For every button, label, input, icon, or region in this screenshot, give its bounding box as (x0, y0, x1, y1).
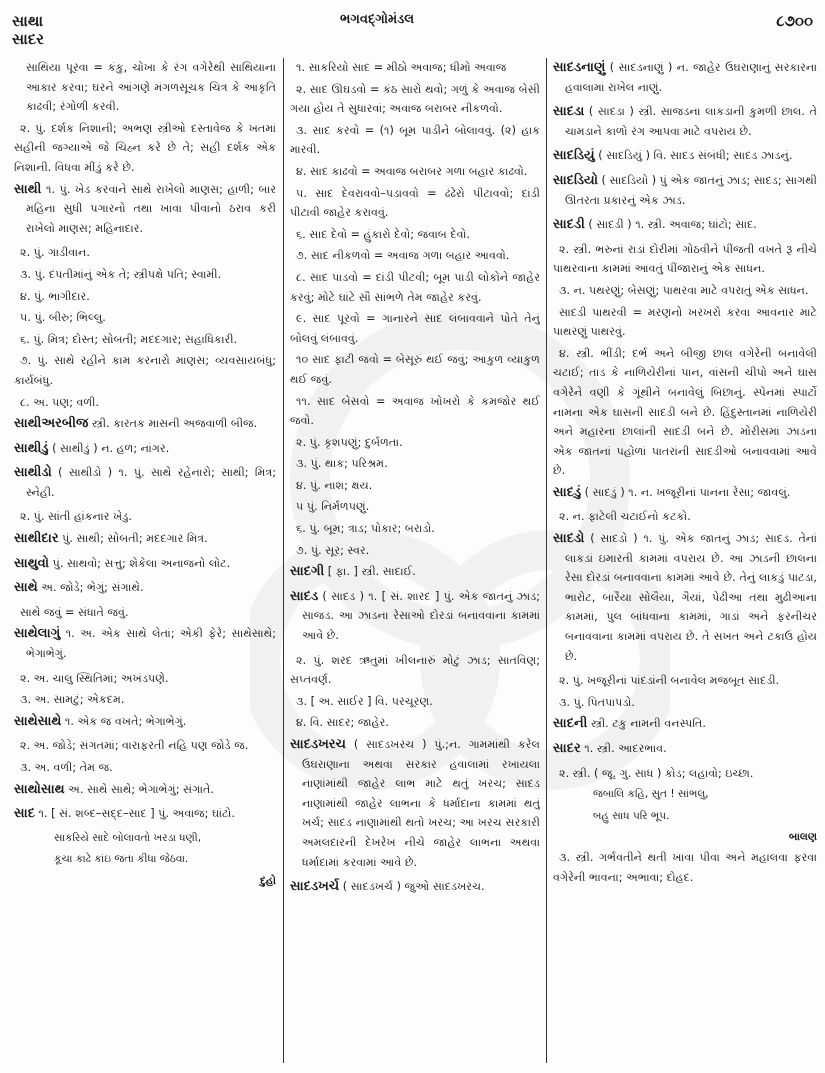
idiom-line: સાથિયા પૂરવા = કંકુ, ચોખા કે રંગ વગેરેથી સાથિયાના આકાર કરવા; ઘરને આંગણે મંગળસૂચક ચિત્ર કે આકૃતિ કાઢવી; રંગોળી કરવી. (26, 61, 276, 114)
sense-line: ૨. પું. સાંતી હાંકનાર ખેડુ. (20, 510, 132, 524)
headword: સાથીદાર (14, 531, 59, 547)
headword: સાદડખર્ચ (290, 879, 340, 895)
dictionary-entry: સાદડ ( સાદડ ) ૧. [ સં. શારદ ] પું. એક જાતનું ઝાડ; સાજડ. આ ઝાડના રેસાઓ દોરડાં બનાવવાના કામમાં આવે છે. (290, 588, 540, 643)
headword: સાદડિયું (553, 148, 595, 164)
sense-line: ૩. [ અ. સાઈર ] વિ. પરચૂરણ. (296, 694, 433, 708)
sense-list (290, 433, 540, 561)
dictionary-entry: સાથે અ. જોડે; ભેગું; સંગાથે. (14, 580, 144, 596)
headword: સાદડા (553, 104, 585, 120)
idiom-line: ૧૦ સાદ ફાટી જવો = બેસૂરું થઈ જવું; આકુળ વ્યાકુળ થઈ જવું. (290, 353, 540, 386)
sense-line: ૪. સ્ત્રી. ભીંડી; દર્ભ અને બીજી છાલ વગેરેની બનાવેલી ચટાઈ; તાડ કે નાળિયેરીનાં પાન, વાંસની ચીપો અને ઘાસ વગેરેને વણી કે ગૂંથીને બનાવેલું બિછાનું. સ્પેનમાં સ્પાર્ટો નામના એક ઘાસની સાદડી બને છે. હિંદુસ્તાનમાં નાળિયેરી અને મહારના છાલાંની સાદડી બને છે. મોરીસમાં ઝાડના એક જાતનાં પહોળાં પાતરાંની સાદડીઓ બનાવવામાં આવે છે. (553, 346, 817, 478)
dictionary-entry: સાદગી [ ફા. ] સ્ત્રી. સાદાઈ. (290, 564, 416, 580)
sense-line: ૩. પું. દંપતીમાંનું એક તે; સ્ત્રીપક્ષે પતિ; સ્વામી. (20, 267, 222, 281)
headword: સાથેસાથે (14, 713, 62, 729)
headword: સાદડ (290, 588, 319, 604)
headword: સાદગી (290, 564, 325, 580)
headword: સાથુવો (14, 555, 50, 571)
dictionary-entry: સાદડનાણું ( સાદડનાણું ) ન. જાહેર ઉઘરાણાનું સરકારના હવાલામાં રાખેલ નાણું. (553, 60, 817, 94)
dictionary-entry: સાથી ૧. પું. ખેડ કરવાને સાથે રાખેલો માણસ; હાળી; બાર મહિના સુધી પગારનો તથા ખાવા પીવાનો ઠરાવ કરી રાખેલો માણસ; મહિનાદાર. (14, 181, 276, 235)
guide-word-last: સાદર (12, 30, 44, 48)
headword: સાદડખરચ (290, 737, 346, 752)
sense-line: ૫. પું. બીરુ; ભિલ્લુ. (20, 311, 106, 325)
quote-line: સાકરિયે સાદે બોલાવતો ખરડા ધણી, (54, 831, 202, 844)
sense-line: ૫ પું. નિર્મળપણું. (296, 500, 370, 514)
running-title: ભગવદ્ગોમંડલ (340, 12, 415, 27)
sense-line: ૨. પું. દર્શક નિશાની; અભણ સ્ત્રીઓ દસ્તાવેજ કે ખતમાં સહીની જગ્યાએ જે ચિહ્ન કરે છે તે; સહી દર્શક એક નિશાની. વિધવા મીંડું કરે છે. (14, 121, 276, 174)
idiom-line: ૬. સાદ દેવો = હુંકારો દેવો; જવાબ દેવો. (296, 227, 470, 241)
page-header (0, 0, 825, 50)
sense-line: ૪. વિ. સાદર; જાહેર. (296, 716, 389, 730)
entry-list (553, 58, 817, 783)
dictionary-entry: સાથુવો પું. સાથવો; સત્તુ; શેકેલા અનાજનો લોટ. (14, 555, 231, 571)
dictionary-entry: સાદડિયો ( સાદડિયો ) પું એક જાતનું ઝાડ; સાદડ; સાગથી ઊતરતા પ્રકારનું એક ઝાડ. (553, 172, 817, 207)
quote-source: દુહો (260, 874, 276, 887)
quote-line: કૂચા કાઢે કાંઇ જતા કીધા જેઠવા. (54, 853, 189, 866)
dictionary-entry: સાદર ૧. સ્ત્રી. આદરભાવ. (553, 741, 667, 756)
dictionary-entry: સાથોસાથ અ. સાથે સાથે; ભેગાભેગું; સંગાતે. (14, 781, 214, 797)
idiom-line: ૮. સાદ પાડવો = દાંડી પીટવી; બૂમ પાડી લોકોને જાહેર કરવું; મોટે ઘાંટે સૌ સાંભળે તેમ જાહેર કરવું. (290, 270, 540, 304)
headword: સાથેલાગું (14, 626, 61, 642)
sense-line: ૬. પું. મિત્ર; દોસ્ત; સોબતી; મદદગાર; સહાધિકારી. (20, 332, 238, 346)
idiom-list (290, 58, 540, 431)
quote-line: બહુ સાધ પરિ ભૂપ. (593, 809, 670, 822)
quote-line: જબાલિ કહિ, સુત ! સાંભલુ, (593, 788, 709, 801)
sense-line: ૨. પું. કૃશપણું; દુર્બળતા. (296, 435, 403, 449)
idiom-line: સાથે જવું = સંધાતે જવું. (20, 605, 129, 619)
quote-source: બાલણ (788, 831, 817, 844)
headword: સાદડું (553, 484, 582, 500)
sense-line: ૨. પું. ગાડીવાન. (20, 246, 90, 260)
dictionary-entry: સાથીદાર પું. સાથી; સોબતી; મદદગાર મિત્ર. (14, 531, 208, 547)
sense-line: ૩. ન. પથરણું; બેસણું; પાથરવા માટે વપરાતું એક સાધન. (559, 283, 809, 297)
sense-line: ૬. પું. બૂમ; ત્રાડ; પોકાર; બરાડો. (296, 522, 435, 536)
idiom-line: ૨. સાદ ઊઘડવો = કંઠ સારો થવો; ગળું કે અવાજ બેસી ગયા હોય તે સુધારવાં; અવાજ બરાબર નીકળવો. (290, 82, 540, 116)
dictionary-entry: સાદડખરચ ( સાદડખરચ ) પું.;ન. ગામમાંથી કરેલ ઉઘરાણાના અથવા સરકાર હવાલામાં રખાયલા નાણાંમાંથી જાહેર લાભ માટે થતું ખરચ; સાદડ નાણામાંથી જાહેર લાભના કે ધર્માદાના કામમાં થતું ખર્ચ; સાદડ નાણામાંથી થતો ખરચ; આ ખરચ સરકારી અમલદારની દેખરેખ નીચે જાહેર લાભના અથવા ધર્માદામાં કરવામાં આવે છે. (290, 737, 540, 869)
dictionary-entry: સાદડો ( સાદડો ) ૧. પું. એક જાતનું ઝાડ; સાદડ. તેનાં લાકડાં ઇમારતી કામમાં વપરાય છે. આ ઝાડની છાલના રેસા દોરડાં બનાવવાના કામમાં આવે છે. તેનું લાકડું પાટડા, ભારોટ, બારૈયા સોલૈયા, ગૈયાં, પેઢીઆ તથા મુઢીઆના કામમાં, પુલ બાંધવાના કામમાં, ગાડાં અને ફરનીચર બનાવવાના કામમાં વપરાય છે. તે સખત અને ટકાઉ હોય છે. (553, 531, 817, 663)
entry-list (14, 180, 276, 824)
idiom-line: ૭. સાદ નીકળવો = અવાજ ગળા બહાર આવવો. (296, 249, 510, 263)
idiom-line: ૪. સાદ કાઢવો = અવાજ બરાબર ગળા બહાર કાઢવો. (296, 164, 528, 178)
dictionary-entry: સાદની સ્ત્રી. ટકુ નામની વનસ્પતિ. (553, 716, 706, 732)
dictionary-entry: સાદડા ( સાદડા ) સ્ત્રી. સાજડના લાકડાની કુમળી છાલ. તે ચામડાને કાળો રંગ આપવા માટે વપરાય છે. (553, 104, 817, 138)
column-divider (283, 58, 284, 1063)
idiom-line: ૯. સાદ પૂરવો = ગાનારને સાદ લંબાવવાને પોતે તેનું બોલવું લંબાવવું. (290, 312, 540, 345)
entry-list (290, 562, 540, 897)
sense-line: ૪. પું. ભાગીદાર. (20, 289, 90, 303)
dictionary-entry: સાદ ૧. [ સં. શબ્દ–સદ્દ–સાદ ] પું. અવાજ; ઘાંટો. (14, 806, 235, 822)
dictionary-entry: સાથેલાગું ૧. અ. એક સાથે લેતાં; એકી ફેરે; સાથેસાથે; ભેગાભેગું. (14, 626, 276, 661)
dictionary-entry: સાદડખર્ચ ( સાદડખર્ચ ) જુઓ સાદડખરચ. (290, 879, 485, 895)
headword: સાથે (14, 580, 38, 596)
guide-words (12, 12, 44, 48)
headword: સાથીઅરબીજ (14, 416, 89, 432)
sense-line: ૨. પું. શરદ ઋતુમાં ખીલનારું મોટું ઝાડ; સાતવિણ; સપ્તવર્ણ. (290, 653, 540, 687)
headword: સાદ (14, 806, 35, 822)
sense-line: ૩. સ્ત્રી. ગર્ભવતીને થતી ખાવા પીવા અને મહાલવા ફરવા વગેરેની ભાવના; અભાવા; દોહદ. (553, 850, 817, 884)
column-2 (290, 58, 540, 1068)
headword: સાથીડું (14, 440, 49, 456)
headword: સાદડનાણું (553, 60, 606, 75)
sense-line: ૩. અ. વળી; તેમ જ. (20, 761, 113, 774)
headword: સાથીડો (14, 465, 52, 481)
sense-line: ૩. પું. પિતપાપડો. (559, 695, 635, 709)
dictionary-entry: સાદડિયું ( સાદડિયું ) વિ. સાદડ સંબંધી; સાદડ ઝાડનું. (553, 148, 793, 164)
idiom-line: ૧. સાકરિયો સાદ = મીઠો અવાજ; ધીમો અવાજ (296, 61, 507, 74)
sense-line: ૨. અ. જોડે; સંગતમાં; વારાફરતી નહિ પણ જોડે જ. (20, 739, 249, 753)
column-3 (553, 58, 817, 1068)
headword: સાદર (553, 741, 581, 756)
sense-line: ૨. અ. ચાલુ સ્થિતિમાં; અખંડપણે. (20, 671, 169, 685)
sense-line: ૭. પું. સૂર; સ્વર. (296, 543, 370, 557)
dictionary-entry: સાદડું ( સાદડું ) ૧. ન. ખજૂરીનાં પાનના રેસા; જાવલું. (553, 484, 791, 500)
dictionary-entry: સાદડી ( સાદડી ) ૧. સ્ત્રી. અવાજ; ઘાંટો; સાદ. (553, 217, 757, 233)
column-1 (14, 58, 276, 1068)
dictionary-entry: સાથીડું ( સાથીડું ) ન. હળ; નાંગર. (14, 440, 170, 456)
dictionary-entry: સાથેસાથે ૧. એક જ વખતે; ભેગાભેગું. (14, 713, 187, 729)
dictionary-entry: સાથીઅરબીજ સ્ત્રી. કારતક માસની અજવાળી બીજ. (14, 416, 258, 432)
headword: સાદડો (553, 531, 585, 547)
sense-line: ૩. અ. સામટું; એકદમ. (20, 693, 125, 707)
dictionary-entry: સાથીડો ( સાથીડો ) ૧. પું. સાથે રહેનારો; સાથી; મિત્ર; સ્નેહી. (14, 465, 276, 499)
sense-line: ૨. સ્ત્રી. ( જૂ. ગુ. સાધ ) કોડ; લહાવો; ઇચ્છા. (559, 766, 754, 780)
sense-line: ૮. અ. પણ; વળી. (20, 395, 99, 409)
headword: સાથોસાથ (14, 781, 65, 797)
idiom-line: ૩. સાદ કરવો = (૧) બૂમ પાડીને બોલાવવું. (૨) હાક મારવી. (290, 123, 540, 157)
idiom-line: સાદડી પાથરવી = મરણનો ખરખરો કરવા આવનાર માટે પાથરણું પાથરવું. (553, 305, 817, 339)
headword: સાદડી (553, 217, 585, 233)
headword: સાદની (553, 716, 588, 732)
sense-line: ૨. ન. ફાટેલી ચટાઈનો કટકો. (559, 510, 691, 524)
headword: સાથી (14, 181, 42, 197)
page-number: ૮૭૦૦ (776, 12, 813, 30)
column-divider (546, 58, 547, 1063)
sense-line: ૭. પું. સાથે રહીને કામ કરનારો માણસ; વ્યવસાયબંધુ; કાર્યબંધુ. (14, 354, 276, 387)
headword: સાદડિયો (553, 172, 598, 188)
idiom-line: ૫. સાદ દેવરાવવો–પડાવવો = ઢંઢેરો પીટાવવો; દાંડી પીટાવી જાહેર કરાવવું. (290, 186, 540, 220)
idiom-line: ૧૧. સાદ બેસવો = અવાજ ખોખરો કે કમજોર થઈ જવો. (290, 394, 540, 428)
sense-line: ૪. પું. નાશ; ક્ષય. (296, 478, 373, 492)
sense-line: ૩. પું. થાક; પરિશ્રમ. (296, 457, 388, 471)
guide-word-first: સાથા (12, 12, 44, 30)
sense-line: ૨. સ્ત્રી. ભરુનાં રાડાં દોરીમાં ગોઠવીને પીંજતી વખતે રૂ નીચે પાથરવાના કામમાં આવતું પીંજારાનું એક સાધન. (553, 242, 817, 276)
sense-line: ૨. પું. ખજૂરીનાં પાંદડાંની બનાવેલ મજબૂત સાદડી. (559, 674, 780, 688)
